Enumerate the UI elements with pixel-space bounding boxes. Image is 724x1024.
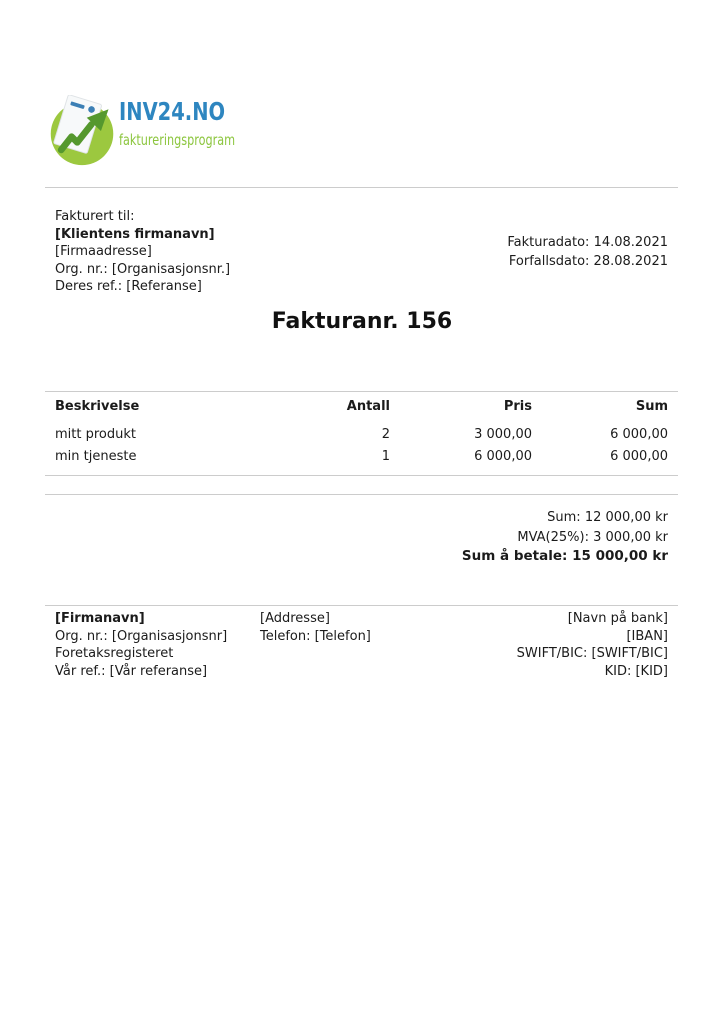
footer-bank-section <box>517 610 668 680</box>
cell-quantity: 1 <box>381 449 390 464</box>
table-bottom-divider <box>45 475 678 476</box>
company-name: [Firmanavn] <box>55 611 145 626</box>
vat-line: MVA(25%): 3 000,00 kr <box>517 529 668 545</box>
invoice-growth-icon <box>46 95 118 167</box>
invoice-date: Fakturadato: 14.08.2021 <box>507 235 668 250</box>
table-row <box>55 449 668 471</box>
company-address: [Addresse] <box>260 611 330 626</box>
bank-kid: KID: [KID] <box>604 663 668 679</box>
footer-divider <box>45 605 678 606</box>
col-header-quantity: Antall <box>346 399 390 414</box>
bank-iban: [IBAN] <box>626 628 668 644</box>
cell-price: 3 000,00 <box>474 427 532 442</box>
cell-description: min tjeneste <box>55 449 137 464</box>
client-name: [Klientens firmanavn] <box>55 226 215 242</box>
client-address: [Firmaadresse] <box>55 244 152 259</box>
top-divider <box>45 187 678 188</box>
invoice-dates <box>507 233 668 271</box>
company-register: Foretaksregisteret <box>55 646 174 661</box>
cell-sum: 6 000,00 <box>610 449 668 464</box>
table-row <box>55 427 668 449</box>
invoice-title: Fakturanr. 156 <box>271 309 453 334</box>
table-top-divider <box>45 391 678 392</box>
totals-divider <box>45 494 678 495</box>
company-org-number: Org. nr.: [Organisasjonsnr] <box>55 628 228 644</box>
logo-title: INV24.NO <box>119 97 226 126</box>
col-header-sum: Sum <box>635 399 668 414</box>
logo <box>46 95 274 167</box>
client-org-number: Org. nr.: [Organisasjonsnr.] <box>55 261 231 277</box>
due-date: Forfallsdato: 28.08.2021 <box>508 254 668 269</box>
company-phone: Telefon: [Telefon] <box>260 628 371 644</box>
billed-to-label: Fakturert til: <box>55 209 135 224</box>
logo-text <box>119 95 274 167</box>
logo-subtitle: faktureringsprogram <box>119 131 236 149</box>
items-table <box>55 399 668 471</box>
col-header-description: Beskrivelse <box>55 399 140 414</box>
company-our-ref: Vår ref.: [Vår referanse] <box>55 663 208 679</box>
totals-section <box>462 508 668 567</box>
bank-name: [Navn på bank] <box>567 611 668 626</box>
total-due-line: Sum å betale: 15 000,00 kr <box>461 548 668 564</box>
table-header-row <box>55 399 668 427</box>
col-header-price: Pris <box>503 399 532 414</box>
footer-company-section <box>55 610 227 680</box>
cell-sum: 6 000,00 <box>610 427 668 442</box>
subtotal-line: Sum: 12 000,00 kr <box>547 510 668 525</box>
billed-to-section <box>55 208 230 296</box>
client-reference: Deres ref.: [Referanse] <box>55 279 202 294</box>
cell-price: 6 000,00 <box>474 449 532 464</box>
cell-quantity: 2 <box>381 427 390 442</box>
footer-contact-section <box>260 610 371 645</box>
cell-description: mitt produkt <box>55 427 136 442</box>
bank-swift: SWIFT/BIC: [SWIFT/BIC] <box>516 646 668 661</box>
